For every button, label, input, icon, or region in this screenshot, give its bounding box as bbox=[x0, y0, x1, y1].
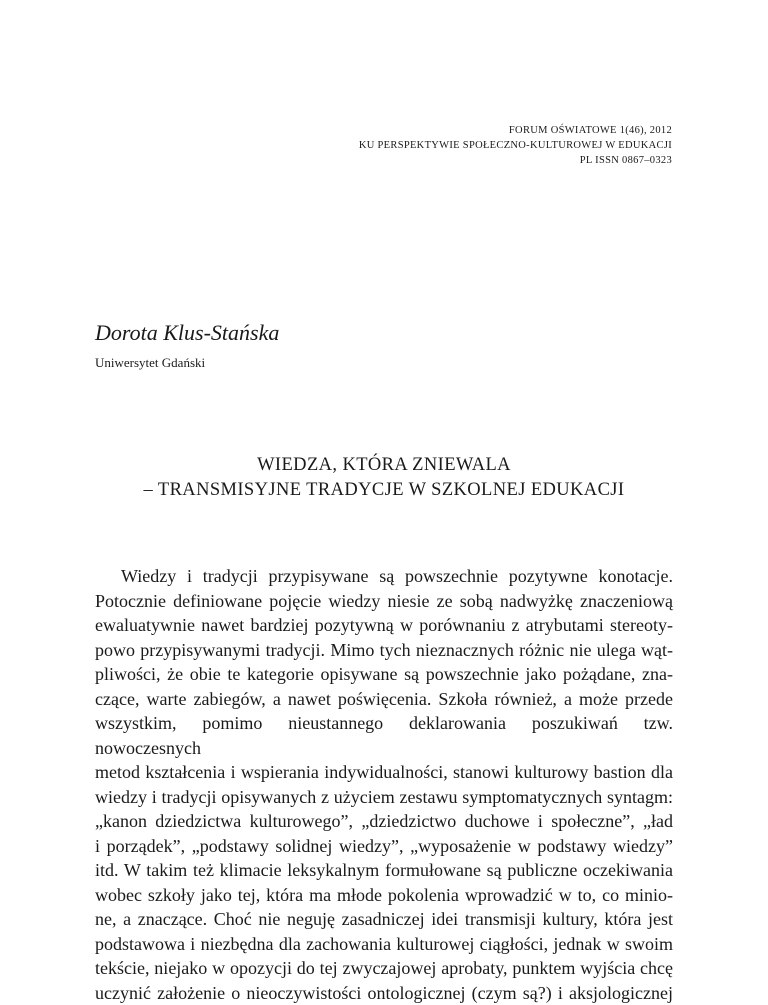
body-line: ewaluatywnie nawet bardziej pozytywną w porównaniu z atrybutami stereoty- bbox=[95, 613, 673, 638]
body-line: uczynić założenie o nieoczywistości ontologicznej (czym są?) i aksjologicznej bbox=[95, 981, 673, 1005]
body-line: wszystkim, pomimo nieustannego deklarowania poszukiwań tzw. nowoczesnych bbox=[95, 711, 673, 760]
author-name: Dorota Klus-Stańska bbox=[95, 320, 279, 346]
body-line: tekście, niejako w opozycji do tej zwyczajowej aprobaty, punktem wyjścia chcę bbox=[95, 956, 673, 981]
body-line: ne, a znaczące. Choć nie neguję zasadniczej idei transmisji kultury, która jest bbox=[95, 907, 673, 932]
journal-header bbox=[359, 123, 672, 168]
body-line: i porządek”, „podstawy solidnej wiedzy”, „wyposażenie w podstawy wiedzy” bbox=[95, 834, 673, 859]
body-line: czące, warte zabiegów, a nawet poświęcenia. Szkoła również, a może przede bbox=[95, 687, 673, 712]
journal-section-line: KU PERSPEKTYWIE SPOŁECZNO-KULTUROWEJ W EDUKACJI bbox=[359, 138, 672, 153]
journal-title-line: FORUM OŚWIATOWE 1(46), 2012 bbox=[359, 123, 672, 138]
journal-issn-line: PL ISSN 0867–0323 bbox=[359, 153, 672, 168]
author-affiliation: Uniwersytet Gdański bbox=[95, 355, 205, 371]
body-line: Wiedzy i tradycji przypisywane są powszechnie pozytywne konotacje. bbox=[95, 564, 673, 589]
body-line: wiedzy i tradycji opisywanych z użyciem zestawu symptomatycznych syntagm: bbox=[95, 785, 673, 810]
article-title-line-2: – TRANSMISYJNE TRADYCJE W SZKOLNEJ EDUKACJI bbox=[95, 478, 673, 503]
body-line: itd. W takim też klimacie leksykalnym formułowane są publiczne oczekiwania bbox=[95, 858, 673, 883]
article-title-line-1: WIEDZA, KTÓRA ZNIEWALA bbox=[95, 453, 673, 478]
article-title bbox=[95, 453, 673, 503]
body-line: metod kształcenia i wspierania indywidualności, stanowi kulturowy bastion dla bbox=[95, 760, 673, 785]
body-line: podstawowa i niezbędna dla zachowania kulturowej ciągłości, jednak w swoim bbox=[95, 932, 673, 957]
body-line: powo przypisywanymi tradycji. Mimo tych nieznacznych różnic nie ulega wąt- bbox=[95, 638, 673, 663]
body-line: pliwości, że obie te kategorie opisywane są powszechnie jako pożądane, zna- bbox=[95, 662, 673, 687]
body-paragraph bbox=[95, 564, 673, 1005]
body-line: „kanon dziedzictwa kulturowego”, „dziedzictwo duchowe i społeczne”, „ład bbox=[95, 809, 673, 834]
body-line: wobec szkoły jako tej, która ma młode pokolenia wprowadzić w to, co minio- bbox=[95, 883, 673, 908]
body-line: Potocznie definiowane pojęcie wiedzy niesie ze sobą nadwyżkę znaczeniową bbox=[95, 589, 673, 614]
